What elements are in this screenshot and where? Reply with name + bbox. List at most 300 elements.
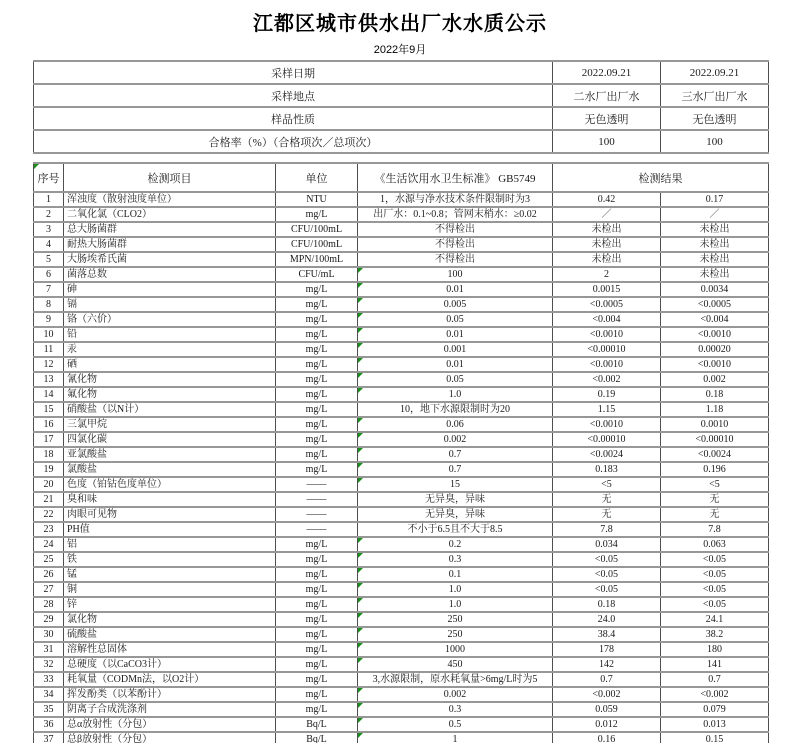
cell-no: 37 [34,732,64,743]
quality-table-row [34,267,769,282]
cell-standard: 100 [358,267,553,282]
cell-no: 13 [34,372,64,387]
cell-standard: 出厂水：0.1~0.8；管网末梢水：≥0.02 [358,207,553,222]
cell-result-plant3: 1.18 [661,402,769,417]
cell-no: 29 [34,612,64,627]
cell-item: 氯化物 [64,612,276,627]
cell-item: 总大肠菌群 [64,222,276,237]
cell-unit: Bq/L [276,717,358,732]
error-flag-icon [358,718,363,723]
info-label-cell: 合格率（%）（合格项次／总项次） [34,130,553,153]
cell-item: 肉眼可见物 [64,507,276,522]
cell-result-plant2: 0.183 [553,462,661,477]
cell-unit: mg/L [276,612,358,627]
cell-no: 14 [34,387,64,402]
cell-unit: mg/L [276,702,358,717]
cell-unit: mg/L [276,207,358,222]
cell-result-plant3: 0.00020 [661,342,769,357]
error-flag-icon [358,328,363,333]
cell-no: 32 [34,657,64,672]
cell-result-plant2: 未检出 [553,252,661,267]
quality-table-row [34,327,769,342]
cell-no: 18 [34,447,64,462]
error-flag-icon [34,164,39,169]
cell-unit: mg/L [276,402,358,417]
cell-unit: mg/L [276,387,358,402]
cell-result-plant3: <0.002 [661,687,769,702]
cell-item: 铝 [64,537,276,552]
cell-standard: 0.05 [358,372,553,387]
cell-no: 15 [34,402,64,417]
error-flag-icon [358,598,363,603]
cell-result-plant3: <0.0005 [661,297,769,312]
error-flag-icon [358,358,363,363]
cell-item: 硝酸盐（以N计） [64,402,276,417]
cell-result-plant2: <0.05 [553,567,661,582]
cell-item: 锌 [64,597,276,612]
cell-no: 25 [34,552,64,567]
cell-standard: 0.3 [358,552,553,567]
error-flag-icon [358,433,363,438]
cell-no: 26 [34,567,64,582]
error-flag-icon [358,283,363,288]
cell-item: 臭和味 [64,492,276,507]
quality-table-row [34,447,769,462]
error-flag-icon [358,388,363,393]
cell-result-plant3: ／ [661,207,769,222]
cell-no: 10 [34,327,64,342]
cell-unit: CFU/mL [276,267,358,282]
cell-standard: 250 [358,612,553,627]
error-flag-icon [358,373,363,378]
cell-standard: 1000 [358,642,553,657]
header-unit: 单位 [276,163,358,192]
info-label-cell: 样品性质 [34,107,553,130]
error-flag-icon [358,268,363,273]
cell-result-plant3: 0.15 [661,732,769,743]
cell-result-plant3: 0.079 [661,702,769,717]
cell-no: 28 [34,597,64,612]
cell-result-plant2: <0.004 [553,312,661,327]
cell-result-plant2: <0.0010 [553,327,661,342]
cell-no: 19 [34,462,64,477]
info-label-cell: 采样日期 [34,61,553,84]
info-value-plant3-cell: 100 [661,130,769,153]
header-no [34,163,64,192]
cell-result-plant3: <0.00010 [661,432,769,447]
error-flag-icon [358,553,363,558]
cell-standard: 10，地下水源限制时为20 [358,402,553,417]
cell-result-plant2: 0.059 [553,702,661,717]
cell-no: 35 [34,702,64,717]
cell-result-plant2: 0.18 [553,597,661,612]
quality-table-row [34,597,769,612]
cell-item: 硒 [64,357,276,372]
cell-item: 色度（铂钴色度单位） [64,477,276,492]
cell-result-plant3: 无 [661,507,769,522]
cell-unit: CFU/100mL [276,222,358,237]
cell-standard: 0.002 [358,687,553,702]
cell-result-plant2: <5 [553,477,661,492]
cell-unit: mg/L [276,567,358,582]
cell-result-plant2: 0.0015 [553,282,661,297]
cell-standard: 0.01 [358,357,553,372]
quality-table-row [34,687,769,702]
cell-result-plant3: <0.05 [661,567,769,582]
cell-item: 耐热大肠菌群 [64,237,276,252]
cell-result-plant2: 7.8 [553,522,661,537]
info-row [34,130,769,153]
cell-standard: 1.0 [358,597,553,612]
sampling-info-table-body [34,61,769,153]
error-flag-icon [358,478,363,483]
cell-unit: —— [276,522,358,537]
cell-standard: 0.2 [358,537,553,552]
quality-table-row [34,627,769,642]
cell-no: 23 [34,522,64,537]
cell-result-plant3: 38.2 [661,627,769,642]
cell-item: 总α放射性（分包） [64,717,276,732]
cell-item: 大肠埃希氏菌 [64,252,276,267]
cell-result-plant2: <0.0005 [553,297,661,312]
cell-result-plant3: 0.013 [661,717,769,732]
cell-unit: —— [276,477,358,492]
cell-result-plant3: 0.7 [661,672,769,687]
cell-result-plant2: 2 [553,267,661,282]
cell-standard: 0.1 [358,567,553,582]
cell-item: 铅 [64,327,276,342]
cell-result-plant3: 141 [661,657,769,672]
cell-result-plant3: <0.0010 [661,357,769,372]
cell-result-plant2: ／ [553,207,661,222]
quality-table-row [34,702,769,717]
cell-item: 耗氧量（CODMn法，以O2计） [64,672,276,687]
cell-result-plant2: <0.0024 [553,447,661,462]
cell-standard: 0.002 [358,432,553,447]
cell-unit: mg/L [276,432,358,447]
quality-table-row [34,372,769,387]
cell-item: 浑浊度（散射浊度单位） [64,192,276,207]
quality-table-row [34,387,769,402]
cell-result-plant3: 未检出 [661,222,769,237]
cell-result-plant3: 24.1 [661,612,769,627]
cell-result-plant2: 0.16 [553,732,661,743]
cell-no: 9 [34,312,64,327]
cell-item: 硫酸盐 [64,627,276,642]
cell-result-plant2: 无 [553,492,661,507]
cell-item: 亚氯酸盐 [64,447,276,462]
info-row [34,84,769,107]
cell-result-plant2: <0.05 [553,582,661,597]
quality-table-row [34,237,769,252]
cell-no: 31 [34,642,64,657]
cell-no: 30 [34,627,64,642]
header-standard: 《生活饮用水卫生标准》 GB5749 [358,163,553,192]
cell-item: 铜 [64,582,276,597]
cell-item: 氰化物 [64,372,276,387]
cell-result-plant3: 0.063 [661,537,769,552]
quality-table-header-row [34,163,769,192]
cell-standard: 0.7 [358,447,553,462]
error-flag-icon [358,313,363,318]
cell-standard: 1.0 [358,582,553,597]
cell-unit: mg/L [276,297,358,312]
cell-result-plant2: <0.05 [553,552,661,567]
cell-result-plant3: <0.05 [661,597,769,612]
quality-table-row [34,477,769,492]
error-flag-icon [358,643,363,648]
cell-result-plant3: 180 [661,642,769,657]
info-value-plant2-cell: 二水厂出厂水 [553,84,661,107]
cell-result-plant3: 无 [661,492,769,507]
cell-no: 8 [34,297,64,312]
quality-table-row [34,252,769,267]
quality-table-row [34,642,769,657]
error-flag-icon [358,583,363,588]
cell-standard: 不得检出 [358,237,553,252]
quality-table-row [34,507,769,522]
cell-result-plant3: <0.0010 [661,327,769,342]
info-value-plant2-cell: 无色透明 [553,107,661,130]
cell-result-plant2: 0.19 [553,387,661,402]
cell-no: 33 [34,672,64,687]
error-flag-icon [358,658,363,663]
cell-result-plant3: 0.002 [661,372,769,387]
cell-standard: 0.005 [358,297,553,312]
quality-table-row [34,492,769,507]
quality-table-row [34,582,769,597]
error-flag-icon [358,343,363,348]
quality-table-row [34,342,769,357]
quality-table-row [34,192,769,207]
cell-no: 17 [34,432,64,447]
cell-item: 总硬度（以CaCO3计） [64,657,276,672]
cell-no: 20 [34,477,64,492]
quality-table-row [34,612,769,627]
cell-no: 2 [34,207,64,222]
cell-unit: mg/L [276,327,358,342]
cell-result-plant2: 0.42 [553,192,661,207]
cell-result-plant3: <0.05 [661,552,769,567]
cell-unit: NTU [276,192,358,207]
cell-unit: mg/L [276,342,358,357]
error-flag-icon [358,613,363,618]
quality-table-row [34,522,769,537]
cell-item: 铁 [64,552,276,567]
cell-standard: 0.7 [358,462,553,477]
cell-item: 三氯甲烷 [64,417,276,432]
cell-unit: CFU/100mL [276,237,358,252]
info-value-plant3-cell: 2022.09.21 [661,61,769,84]
cell-result-plant3: 0.17 [661,192,769,207]
quality-table-row [34,222,769,237]
cell-item: 汞 [64,342,276,357]
cell-result-plant2: 0.012 [553,717,661,732]
cell-standard: 1，水源与净水技术条件限制时为3 [358,192,553,207]
quality-table-row [34,672,769,687]
cell-item: 溶解性总固体 [64,642,276,657]
cell-standard: 0.3 [358,702,553,717]
cell-item: 二氧化氯（CLO2） [64,207,276,222]
cell-unit: mg/L [276,687,358,702]
cell-no: 12 [34,357,64,372]
cell-result-plant2: <0.002 [553,687,661,702]
cell-result-plant3: 未检出 [661,252,769,267]
cell-no: 27 [34,582,64,597]
quality-table-row [34,537,769,552]
cell-standard: 0.01 [358,327,553,342]
cell-standard: 1.0 [358,387,553,402]
cell-unit: mg/L [276,447,358,462]
quality-table-row [34,432,769,447]
header-no-label: 序号 [37,172,60,185]
cell-item: 四氯化碳 [64,432,276,447]
report-month: 2022年9月 [373,44,427,56]
quality-table-row [34,717,769,732]
cell-unit: Bq/L [276,732,358,743]
cell-no: 16 [34,417,64,432]
cell-unit: mg/L [276,642,358,657]
cell-no: 36 [34,717,64,732]
error-flag-icon [358,448,363,453]
cell-no: 21 [34,492,64,507]
quality-table-row [34,402,769,417]
cell-item: 铬（六价） [64,312,276,327]
cell-no: 6 [34,267,64,282]
cell-unit: mg/L [276,417,358,432]
quality-table-row [34,357,769,372]
error-flag-icon [358,463,363,468]
cell-unit: mg/L [276,462,358,477]
info-value-plant3-cell: 无色透明 [661,107,769,130]
cell-result-plant2: <0.0010 [553,417,661,432]
cell-standard: 无异臭，异味 [358,492,553,507]
cell-no: 11 [34,342,64,357]
quality-table-row [34,567,769,582]
cell-result-plant2: 1.15 [553,402,661,417]
cell-result-plant2: 未检出 [553,222,661,237]
cell-unit: —— [276,492,358,507]
cell-result-plant3: 0.18 [661,387,769,402]
cell-item: 阴离子合成洗涤剂 [64,702,276,717]
quality-results-table [33,162,769,743]
cell-item: 氯酸盐 [64,462,276,477]
quality-table-row [34,312,769,327]
quality-table-row [34,207,769,222]
cell-standard: 0.05 [358,312,553,327]
cell-standard: 0.5 [358,717,553,732]
error-flag-icon [358,298,363,303]
cell-result-plant3: <0.004 [661,312,769,327]
cell-standard: 3,水源限制，原水耗氧量>6mg/L时为5 [358,672,553,687]
cell-standard: 15 [358,477,553,492]
cell-result-plant2: <0.0010 [553,357,661,372]
cell-item: 总β放射性（分包） [64,732,276,743]
quality-table-row [34,657,769,672]
cell-item: 氟化物 [64,387,276,402]
cell-standard: 450 [358,657,553,672]
cell-result-plant2: 无 [553,507,661,522]
cell-result-plant2: 38.4 [553,627,661,642]
cell-unit: MPN/100mL [276,252,358,267]
cell-result-plant3: 未检出 [661,237,769,252]
quality-table-row [34,282,769,297]
cell-result-plant3: <0.0024 [661,447,769,462]
cell-standard: 1 [358,732,553,743]
error-flag-icon [358,568,363,573]
header-item: 检测项目 [64,163,276,192]
cell-no: 4 [34,237,64,252]
cell-result-plant3: 0.0010 [661,417,769,432]
info-row [34,107,769,130]
cell-no: 24 [34,537,64,552]
cell-unit: mg/L [276,627,358,642]
cell-result-plant3: 未检出 [661,267,769,282]
cell-unit: mg/L [276,357,358,372]
error-flag-icon [358,703,363,708]
cell-no: 34 [34,687,64,702]
cell-result-plant2: 142 [553,657,661,672]
cell-standard: 0.06 [358,417,553,432]
cell-item: PH值 [64,522,276,537]
quality-table-row [34,462,769,477]
info-value-plant2-cell: 2022.09.21 [553,61,661,84]
info-row [34,61,769,84]
cell-unit: mg/L [276,312,358,327]
cell-item: 砷 [64,282,276,297]
cell-standard: 0.01 [358,282,553,297]
cell-result-plant3: <0.05 [661,582,769,597]
header-result: 检测结果 [553,163,769,192]
cell-unit: mg/L [276,282,358,297]
cell-unit: mg/L [276,657,358,672]
cell-unit: mg/L [276,582,358,597]
cell-item: 镉 [64,297,276,312]
quality-table-row [34,732,769,743]
quality-table-body [34,192,769,743]
cell-standard: 无异臭，异味 [358,507,553,522]
cell-unit: mg/L [276,372,358,387]
cell-no: 3 [34,222,64,237]
cell-standard: 250 [358,627,553,642]
cell-result-plant2: <0.002 [553,372,661,387]
cell-result-plant3: <5 [661,477,769,492]
cell-result-plant2: <0.00010 [553,342,661,357]
cell-no: 22 [34,507,64,522]
error-flag-icon [358,733,363,738]
cell-result-plant3: 0.0034 [661,282,769,297]
cell-unit: —— [276,507,358,522]
info-label-cell: 采样地点 [34,84,553,107]
quality-table-row [34,297,769,312]
cell-result-plant2: 0.034 [553,537,661,552]
cell-standard: 不得检出 [358,222,553,237]
cell-item: 菌落总数 [64,267,276,282]
cell-unit: mg/L [276,537,358,552]
cell-standard: 不得检出 [358,252,553,267]
error-flag-icon [358,538,363,543]
cell-result-plant3: 0.196 [661,462,769,477]
cell-standard: 不小于6.5且不大于8.5 [358,522,553,537]
quality-table-row [34,552,769,567]
cell-unit: mg/L [276,672,358,687]
cell-no: 1 [34,192,64,207]
cell-result-plant2: 0.7 [553,672,661,687]
cell-result-plant2: 24.0 [553,612,661,627]
cell-unit: mg/L [276,552,358,567]
info-value-plant3-cell: 三水厂出厂水 [661,84,769,107]
cell-no: 7 [34,282,64,297]
